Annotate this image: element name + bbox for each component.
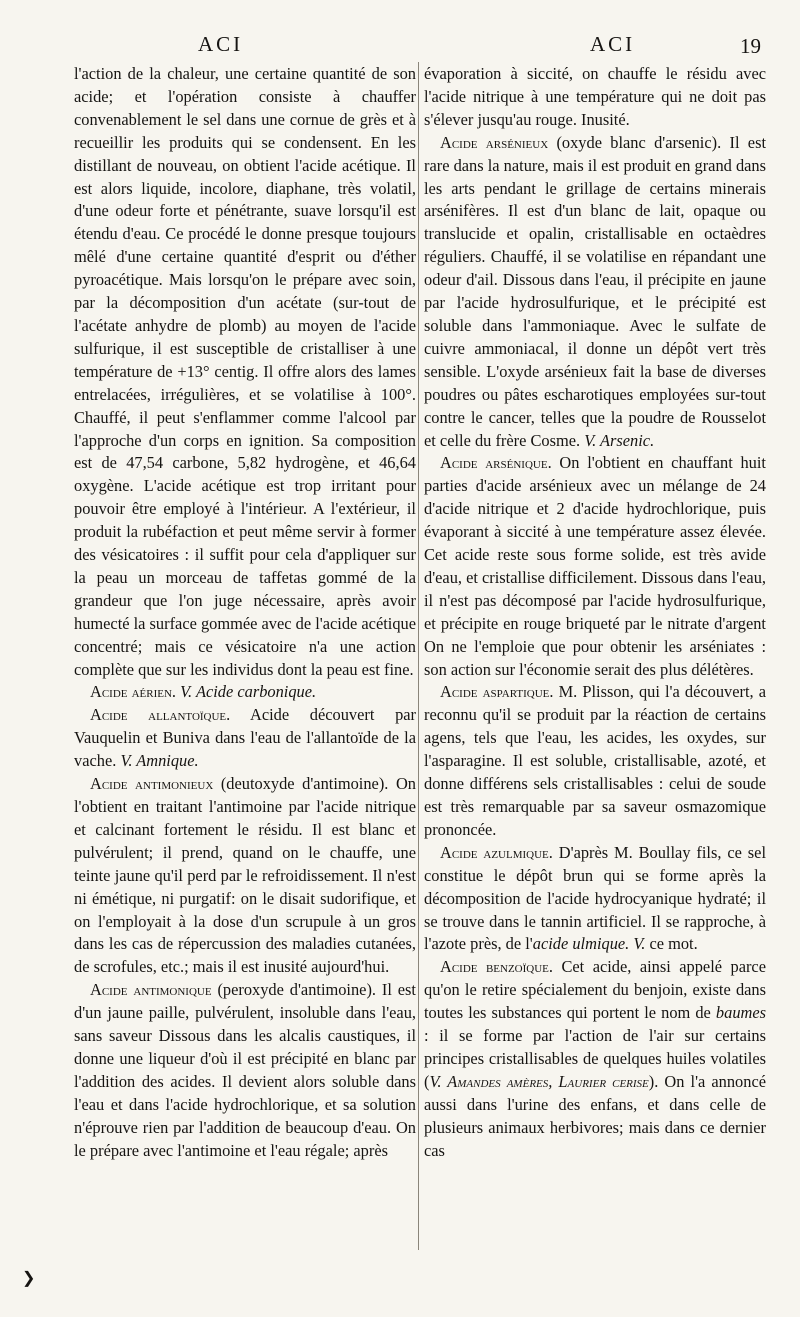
entry-text: On l'obtient en chauffant huit parties d'acide arsénieux avec un mélange de 24 d'acide nitrique et 2 d'acide hydrochlorique, puis évaporant à siccité à une température assez élevée. Cet acide reste sous forme solide, est très avide d'eau, et cristallise difficilement. Dissous dans l'eau, il n'est pas décomposé par l'acide hydrosulfurique, et précipite en rouge briqueté par le nitrate d'argent On ne l'emploie que pour obtenir les arséniates : son action sur l'économie serait des plus délétères.: [424, 453, 766, 679]
cross-reference: V. Amandes amères, Laurier cerise: [429, 1071, 649, 1091]
entry-acide-aerien: [74, 681, 416, 704]
entry-text: (peroxyde d'antimoine). Il est d'un jaune paille, pulvérulent, insoluble dans l'eau, sans saveur Dissous dans les alcalis caustiques, il donne une liqueur d'où il est précipité en blanc par l'addition des acides. Il devient alors soluble dans l'eau et dans l'acide hydrochlorique, et sa solution n'éprouve rien par l'addition de beaucoup d'eau. On le prépare avec l'antimoine et l'eau régale; après: [74, 980, 416, 1160]
italic-term: baumes: [715, 1003, 766, 1023]
entry-acide-antimonieux: [74, 773, 416, 979]
entry-acide-allantoique: [74, 704, 416, 773]
entry-text: ). On l'a annoncé aussi dans l'urine des enfans, et dans celle de plusieurs animaux herbivores; mais dans ce dernier cas: [424, 1071, 766, 1160]
column-divider: [418, 62, 419, 1250]
entry-text: ce mot.: [645, 934, 698, 954]
entry-acide-benzoique: [424, 956, 766, 1162]
cross-reference: V. Arsenic.: [584, 430, 655, 450]
entry-text: Acide découvert par Vauquelin et Buniva dans l'eau de l'allantoïde de la vache.: [74, 705, 416, 771]
cross-reference: V. Amnique.: [120, 751, 199, 771]
entry-head: Acide benzoïque.: [440, 957, 553, 977]
entry-text: M. Plisson, qui l'a découvert, a reconnu qu'il se produit par la réaction de certains agens, tels que l'eau, les acides, les oxydes, sur l'asparagine. Il est soluble, cristallisable, azoté, et donne différens sels cristallisables : celui de soude est très remarquable par sa saveur osmazomique prononcée.: [424, 682, 766, 839]
entry-head: Acide allantoïque.: [90, 705, 231, 725]
right-running-head: ACI: [590, 32, 636, 56]
left-column: [74, 63, 416, 1163]
entry-text: : il se forme par l'action de l'air sur certains principes cristallisables de quelques huiles volatiles (: [424, 1026, 766, 1091]
entry-acide-aspartique: [424, 681, 766, 841]
entry-text: Cet acide, ainsi appelé parce qu'on le retire spécialement du benjoin, existe dans toutes les substances qui portent le nom de: [424, 957, 766, 1023]
entry-head: Acide aspartique.: [440, 682, 554, 702]
cross-reference: acide ulmique. V.: [532, 934, 646, 954]
continued-paragraph: évaporation à siccité, on chauffe le résidu avec l'acide nitrique à une température qui ne doit pas s'élever jusqu'au rouge. Inusité.: [424, 64, 766, 129]
entry-text: (oxyde blanc d'arsenic). Il est rare dans la nature, mais il est produit en grand dans les arts pendant le grillage de certains minerais arsénifères. Il est d'un blanc de lait, opaque ou translucide et opalin, cristallisable en octaèdres réguliers. Chauffé, il se volatilise en répandant une odeur d'ail. Dissous dans l'eau, il précipite en jaune par l'acide hydrosulfurique, et le précipité est soluble dans l'ammoniaque. Avec le sulfate de cuivre ammoniacal, il donne un dépôt vert très sensible. L'oxyde arsénieux fait la base de diverses poudres ou pâtes escharotiques employées sur-tout contre le cancer, telles que la poudre de Rousselot et celle du frère Cosme.: [424, 132, 766, 450]
entry-head: Acide azulmique.: [440, 842, 553, 862]
left-running-head: ACI: [198, 32, 244, 56]
page-number: 19: [740, 34, 761, 58]
margin-mark: ❯: [22, 1270, 36, 1287]
entry-text: (deutoxyde d'antimoine). On l'obtient en traitant l'antimoine par l'acide nitrique et calcinant fortement le résidu. Il est blanc et pulvérulent; il prend, quand on le chauffe, une teinte jaune qu'il perd par le refroidissement. Il n'est ni émétique, ni purgatif: on le disait sudorifique, et on l'employait à la dose d'un scrupule à un gros dans les cas de répercussion des maladies cutanées, de scrofules, etc.; mais il est inusité aujourd'hui.: [74, 774, 416, 977]
right-column: [424, 63, 766, 1163]
entry-head: Acide aérien.: [90, 682, 177, 702]
entry-head: Acide antimonieux: [90, 774, 214, 794]
entry-head: Acide arsénieux: [440, 132, 549, 152]
entry-text: D'après M. Boullay fils, ce sel constitue le dépôt brun qui se forme après la décomposition de l'acide hydrocyanique hydraté; il se trouve dans le tannin artificiel. Il se rapproche, à l'azote près, de l': [424, 842, 766, 954]
cross-reference: V. Acide carbonique.: [180, 682, 317, 702]
entry-head: Acide arsénique.: [440, 453, 552, 473]
entry-acide-arsenieux: [424, 132, 766, 453]
entry-acide-antimonique: [74, 979, 416, 1162]
entry-acide-azulmique: [424, 842, 766, 957]
entry-head: Acide antimonique: [90, 980, 212, 1000]
entry-acide-arsenique: [424, 452, 766, 681]
continued-paragraph: l'action de la chaleur, une certaine quantité de son acide; et l'opération consiste à chauffer convenablement le sel dans une cornue de grès et à recueillir les produits qui se condensent. En les distillant de nouveau, on obtient l'acide acétique. Il est alors liquide, incolore, diaphane, très volatil, d'une odeur forte et pénétrante, suave lorsqu'il est étendu d'eau. Ce procédé le donne presque toujours mêlé d'une certaine quantité d'esprit ou d'éther pyroacétique. Mais lorsqu'on le prépare avec soin, par la décomposition d'un acétate (sur-tout de l'acétate anhydre de plomb) au moyen de l'acide sulfurique, il est susceptible de cristalliser à une température de +13° centig. Il offre alors des lames entrelacées, irrégulières, et se volatilise à 100°. Chauffé, il peut s'enflammer comme l'alcool par l'approche d'un corps en ignition. Sa composition est de 47,54 carbone, 5,82 hydrogène, et 46,64 oxygène. L'acide acétique est trop irritant pour pouvoir être employé à l'intérieur. A l'extérieur, il produit la rubéfaction et peut même servir à former des vésicatoires : il suffit pour cela d'appliquer sur la peau un morceau de taffetas gommé de la grandeur que l'on juge nécessaire, après avoir humecté la surface gommée avec de l'acide acétique concentré; mais ce vésicatoire n'a une action complète que sur les individus dont la peau est fine.: [74, 64, 416, 679]
